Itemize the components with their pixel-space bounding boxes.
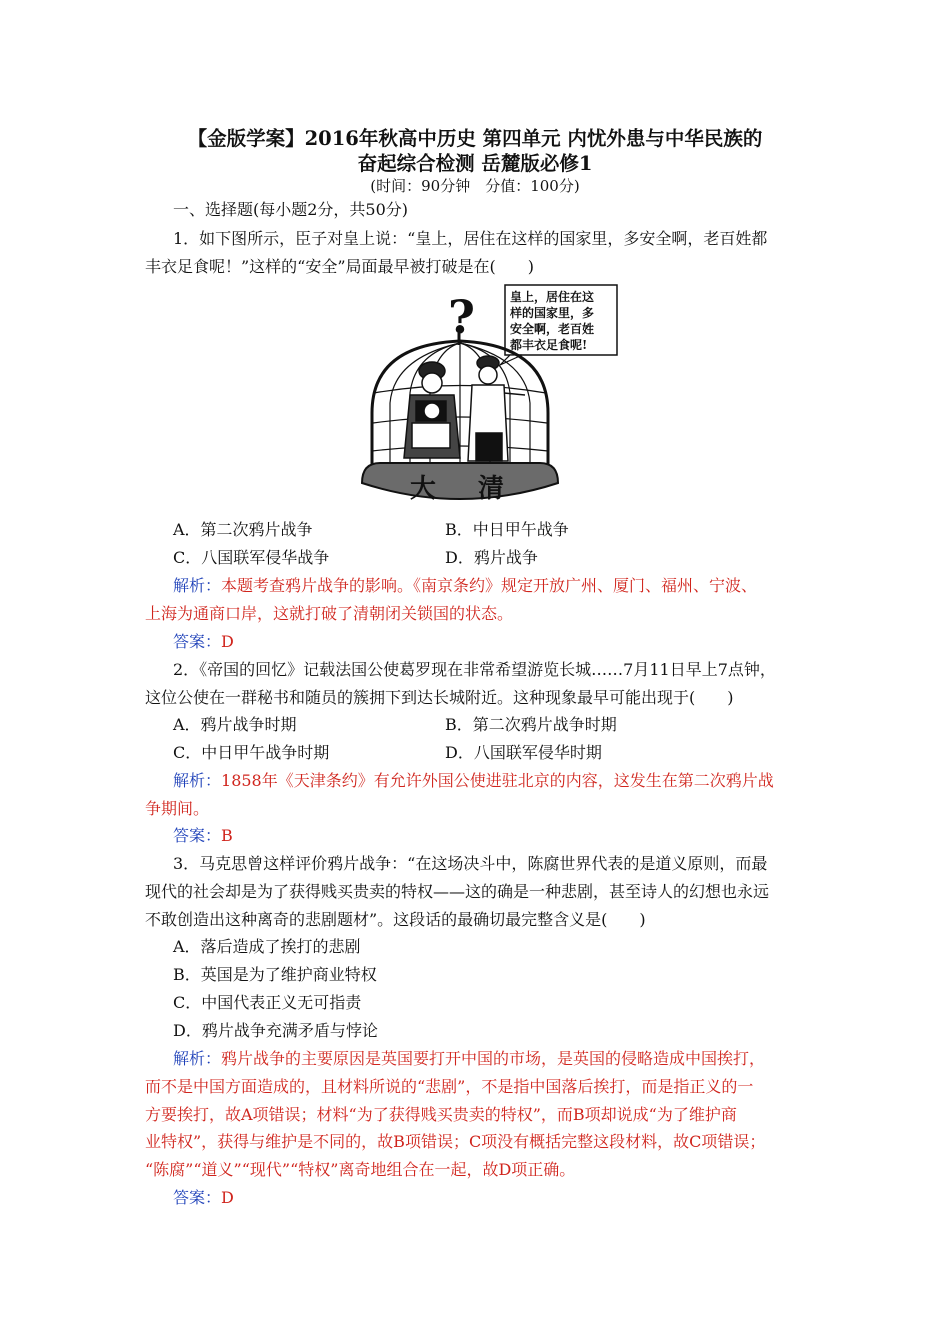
cage-base-char-1: 大 — [410, 474, 437, 504]
q3-analysis-line-3: 方要挨打，故A项错误；材料“为了获得贱买贵卖的特权”，而B项却说成“为了维护商 — [145, 1105, 737, 1124]
cage-hook-question-mark: ? — [448, 290, 475, 344]
q2-option-c: C．中日甲午战争时期 — [173, 743, 330, 762]
q1-stem-line-1: 1．如下图所示，臣子对皇上说：“皇上，居住在这样的国家里，多安全啊，老百姓都 — [173, 229, 768, 248]
q2-answer-label: 答案： — [173, 826, 222, 845]
q1-answer — [173, 632, 234, 652]
cage-base-char-2: 清 — [478, 474, 505, 504]
q3-analysis-text-1: 鸦片战争的主要原因是英国要打开中国的市场，是英国的侵略造成中国挨打， — [221, 1049, 766, 1068]
q3-analysis-line-5: “陈腐”“道义”“现代”“特权”离奇地组合在一起，故D项正确。 — [145, 1160, 576, 1179]
q2-analysis-text-1: 1858年《天津条约》有允许外国公使进驻北京的内容，这发生在第二次鸦片战 — [221, 771, 774, 790]
q3-analysis-label: 解析： — [173, 1049, 222, 1068]
q3-analysis-line-1 — [173, 1049, 765, 1069]
q1-stem-line-2: 丰衣足食呢！”这样的“安全”局面最早被打破是在( ) — [145, 257, 535, 276]
q1-option-b: B．中日甲午战争 — [445, 520, 569, 539]
q2-analysis-label: 解析： — [173, 771, 222, 790]
exam-info: (时间：90分钟 分值：100分) — [370, 177, 580, 195]
q1-answer-value: D — [221, 632, 234, 651]
section-title: 一、选择题(每小题2分，共50分) — [173, 200, 409, 219]
speech-line-4: 都丰衣足食呢! — [510, 338, 588, 352]
q2-answer — [173, 826, 233, 846]
q1-answer-label: 答案： — [173, 632, 222, 651]
q1-analysis-line-1 — [173, 576, 757, 596]
q3-option-a: A．落后造成了挨打的悲剧 — [173, 937, 361, 956]
q2-stem-line-1: 2．《帝国的回忆》记载法国公使葛罗现在非常希望游览长城……7月11日早上7点钟， — [173, 660, 776, 679]
cartoon-birdcage-image — [360, 283, 620, 508]
q1-analysis-line-2: 上海为通商口岸，这就打破了清朝闭关锁国的状态。 — [145, 604, 514, 623]
speech-line-3: 安全啊，老百姓 — [510, 322, 595, 336]
q1-analysis-text-1: 本题考查鸦片战争的影响。《南京条约》规定开放广州、厦门、福州、宁波、 — [221, 576, 758, 595]
q2-option-a: A．鸦片战争时期 — [173, 715, 297, 734]
q3-analysis-line-2: 而不是中国方面造成的，且材料所说的“悲剧”，不是指中国落后挨打，而是指正义的一 — [145, 1077, 754, 1096]
q3-option-b: B．英国是为了维护商业特权 — [173, 965, 377, 984]
q3-analysis-line-4: 业特权”，获得与维护是不同的，故B项错误；C项没有概括完整这段材料，故C项错误； — [145, 1132, 766, 1151]
q3-option-d: D．鸦片战争充满矛盾与悖论 — [173, 1021, 378, 1040]
q3-answer-value: D — [221, 1188, 234, 1207]
q3-stem-line-1: 3．马克思曾这样评价鸦片战争：“在这场决斗中，陈腐世界代表的是道义原则，而最 — [173, 854, 768, 873]
q2-stem-line-2: 这位公使在一群秘书和随员的簇拥下到达长城附近。这种现象最早可能出现于( ) — [145, 688, 734, 707]
q2-option-b: B．第二次鸦片战争时期 — [445, 715, 617, 734]
q3-stem-line-2: 现代的社会却是为了获得贱买贵卖的特权——这的确是一种悲剧，甚至诗人的幻想也永远 — [145, 882, 770, 901]
q2-analysis-line-1 — [173, 771, 774, 791]
page-title-line-1: 【金版学案】2016年秋高中历史 第四单元 内忧外患与中华民族的 — [187, 127, 763, 150]
q3-answer-label: 答案： — [173, 1188, 222, 1207]
page-title-line-2: 奋起综合检测 岳麓版必修1 — [357, 152, 593, 175]
q1-option-d: D．鸦片战争 — [445, 548, 538, 567]
q2-analysis-line-2: 争期间。 — [145, 799, 210, 818]
q2-answer-value: B — [221, 826, 233, 845]
q1-option-a: A．第二次鸦片战争 — [173, 520, 313, 539]
q1-analysis-label: 解析： — [173, 576, 222, 595]
q3-option-c: C．中国代表正义无可指责 — [173, 993, 362, 1012]
q3-answer — [173, 1188, 234, 1208]
q1-option-c: C．八国联军侵华战争 — [173, 548, 330, 567]
speech-line-2: 样的国家里，多 — [510, 306, 595, 320]
speech-line-1: 皇上，居住在这 — [510, 290, 595, 304]
q2-option-d: D．八国联军侵华时期 — [445, 743, 602, 762]
q3-stem-line-3: 不敢创造出这种离奇的悲剧题材”。这段话的最确切最完整含义是( ) — [145, 910, 646, 929]
